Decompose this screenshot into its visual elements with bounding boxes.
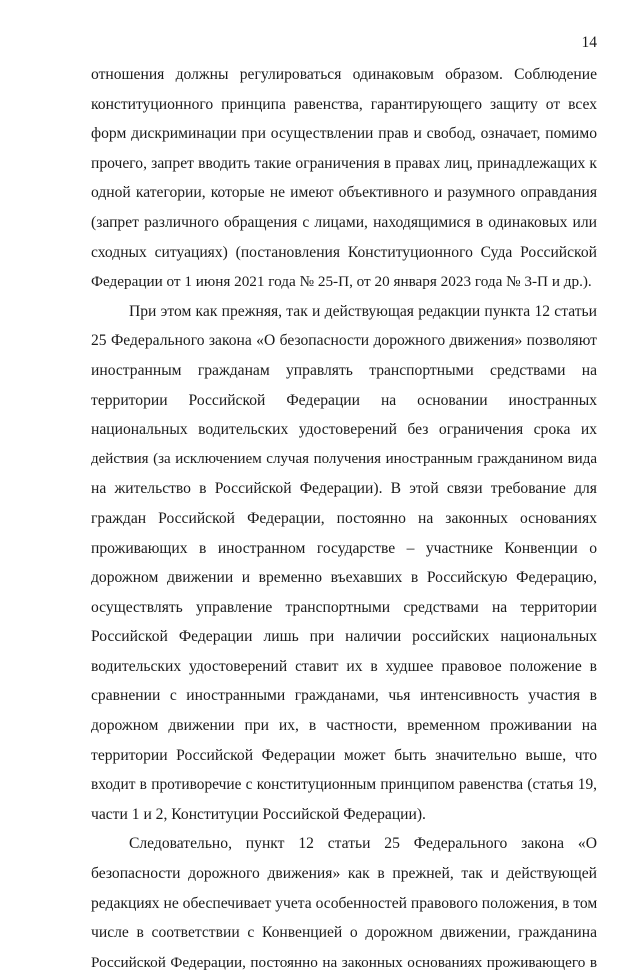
text-line: форм дискриминации при осуществлении прав и свобод, означает, помимо (91, 125, 597, 143)
text-line: прочего, запрет вводить такие ограничения в правах лиц, принадлежащих к (91, 154, 597, 172)
text-line: (запрет различного обращения с лицами, находящимися в одинаковых или (91, 213, 597, 231)
text-line: Российской Федерации, постоянно на законных основаниях проживающего в (91, 953, 597, 971)
paragraph-2 (91, 297, 597, 830)
text-line: входит в противоречие с конституционным принципом равенства (статья 19, (91, 776, 597, 794)
text-line: дорожном движении при их, в частности, временном проживании на (91, 717, 597, 735)
text-line: территории Российской Федерации может быть значительно выше, что (91, 746, 597, 764)
text-line: сходных ситуациях) (постановления Конституционного Суда Российской (91, 243, 597, 261)
text-line: граждан Российской Федерации, постоянно на законных основаниях (91, 509, 597, 527)
text-line: на жительство в Российской Федерации). В этой связи требование для (91, 480, 597, 498)
text-line: безопасности дорожного движения» как в прежней, так и действующей (91, 865, 597, 883)
paragraph-3 (91, 829, 597, 977)
text-line: осуществлять управление транспортными средствами на территории (91, 598, 597, 616)
text-line: При этом как прежняя, так и действующая редакции пункта 12 статьи (129, 302, 597, 320)
text-line: одной категории, которые не имеют объективного и разумного оправдания (91, 184, 597, 202)
text-line: редакциях не обеспечивает учета особенностей правового положения, в том (91, 894, 598, 912)
text-line: Российской Федерации лишь при наличии российских национальных (91, 628, 597, 646)
text-line: территории Российской Федерации на основании иностранных (91, 391, 597, 409)
text-line: конституционного принципа равенства, гарантирующего защиту от всех (91, 95, 597, 113)
text-line: действия (за исключением случая получения иностранным гражданином вида (91, 450, 597, 467)
paragraph-1 (91, 60, 597, 297)
page-number: 14 (581, 34, 597, 51)
text-line: 25 Федерального закона «О безопасности дорожного движения» позволяют (91, 332, 597, 350)
text-line: части 1 и 2, Конституции Российской Федерации). (91, 805, 426, 823)
text-line: Следовательно, пункт 12 статьи 25 Федерального закона «О (129, 835, 597, 853)
text-line: проживающих в иностранном государстве – участнике Конвенции о (91, 539, 597, 557)
document-body (91, 60, 597, 977)
text-line: иностранным гражданам управлять транспортными средствами на (91, 361, 597, 379)
text-line: дорожном движении и временно въехавших в Российскую Федерацию, (91, 569, 597, 587)
text-line: водительских удостоверений ставит их в худшее правовое положение в (91, 657, 597, 675)
text-line: числе в соответствии с Конвенцией о дорожном движении, гражданина (91, 924, 597, 942)
text-line: отношения должны регулироваться одинаковым образом. Соблюдение (91, 66, 597, 83)
text-line: национальных водительских удостоверений без ограничения срока их (91, 421, 597, 439)
text-line: Федерации от 1 июня 2021 года № 25-П, от 20 января 2023 года № 3-П и др.). (91, 273, 592, 291)
text-line: сравнении с иностранными гражданами, чья интенсивность участия в (91, 687, 597, 705)
